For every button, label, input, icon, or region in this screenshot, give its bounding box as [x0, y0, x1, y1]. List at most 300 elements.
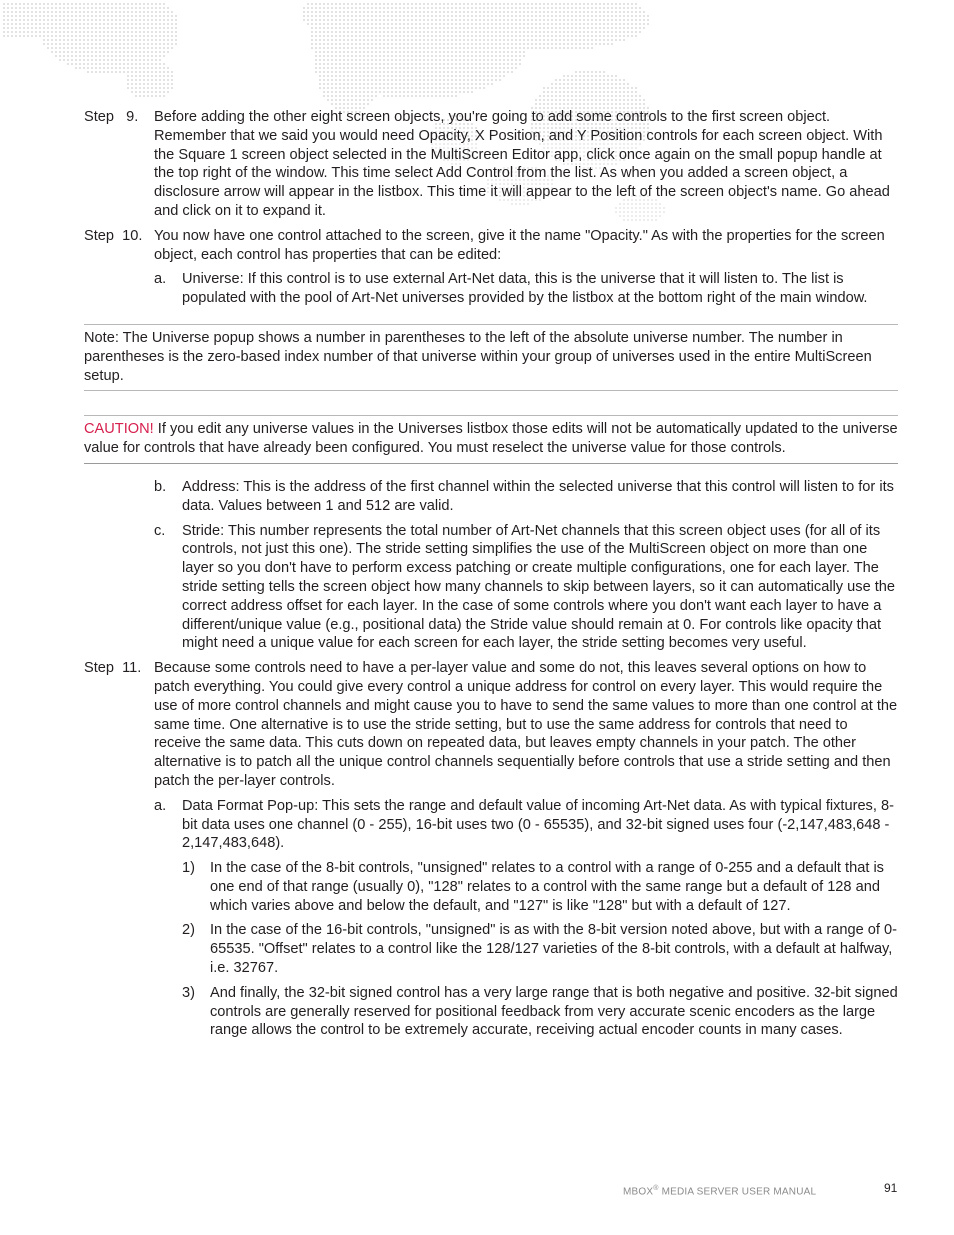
- map-dot: [455, 3, 457, 5]
- map-dot: [387, 51, 389, 53]
- map-dot: [435, 87, 437, 89]
- map-dot: [331, 19, 333, 21]
- map-dot: [619, 7, 621, 9]
- map-dot: [491, 51, 493, 53]
- map-dot: [599, 43, 601, 45]
- map-dot: [567, 95, 569, 97]
- map-dot: [359, 31, 361, 33]
- map-dot: [359, 47, 361, 49]
- map-dot: [119, 23, 121, 25]
- map-dot: [539, 39, 541, 41]
- map-dot: [587, 103, 589, 105]
- map-dot: [463, 87, 465, 89]
- map-dot: [579, 11, 581, 13]
- map-dot: [407, 7, 409, 9]
- map-dot: [467, 75, 469, 77]
- map-dot: [551, 31, 553, 33]
- map-dot: [547, 87, 549, 89]
- map-dot: [411, 3, 413, 5]
- map-dot: [99, 39, 101, 41]
- map-dot: [319, 15, 321, 17]
- map-dot: [619, 31, 621, 33]
- map-dot: [7, 31, 9, 33]
- map-dot: [439, 23, 441, 25]
- map-dot: [411, 23, 413, 25]
- map-dot: [71, 15, 73, 17]
- map-dot: [343, 3, 345, 5]
- map-dot: [435, 75, 437, 77]
- map-dot: [423, 15, 425, 17]
- map-dot: [447, 91, 449, 93]
- map-dot: [339, 27, 341, 29]
- map-dot: [599, 31, 601, 33]
- map-dot: [491, 15, 493, 17]
- map-dot: [527, 7, 529, 9]
- map-dot: [343, 67, 345, 69]
- map-dot: [615, 83, 617, 85]
- map-dot: [15, 35, 17, 37]
- map-dot: [359, 79, 361, 81]
- map-dot: [159, 3, 161, 5]
- map-dot: [539, 103, 541, 105]
- map-dot: [531, 43, 533, 45]
- map-dot: [447, 71, 449, 73]
- map-dot: [483, 15, 485, 17]
- map-dot: [363, 15, 365, 17]
- map-dot: [415, 35, 417, 37]
- map-dot: [415, 47, 417, 49]
- map-dot: [387, 95, 389, 97]
- map-dot: [499, 79, 501, 81]
- map-dot: [375, 59, 377, 61]
- map-dot: [11, 27, 13, 29]
- map-dot: [351, 95, 353, 97]
- map-dot: [355, 47, 357, 49]
- map-dot: [363, 27, 365, 29]
- address-description: : This is the address of the first channel within the selected universe that this control will listen to for its data. Values between 1 and 512 are valid.: [182, 478, 894, 514]
- map-dot: [147, 55, 149, 57]
- map-dot: [323, 27, 325, 29]
- map-dot: [123, 15, 125, 17]
- map-dot: [143, 15, 145, 17]
- map-dot: [339, 95, 341, 97]
- map-dot: [483, 59, 485, 61]
- map-dot: [327, 99, 329, 101]
- map-dot: [607, 83, 609, 85]
- map-dot: [451, 35, 453, 37]
- map-dot: [303, 11, 305, 13]
- map-dot: [119, 55, 121, 57]
- map-dot: [355, 19, 357, 21]
- map-dot: [87, 35, 89, 37]
- map-dot: [635, 99, 637, 101]
- map-dot: [379, 67, 381, 69]
- map-dot: [631, 19, 633, 21]
- map-dot: [619, 83, 621, 85]
- map-dot: [603, 3, 605, 5]
- map-dot: [615, 11, 617, 13]
- map-dot: [67, 15, 69, 17]
- map-dot: [587, 35, 589, 37]
- map-dot: [119, 51, 121, 53]
- map-dot: [19, 11, 21, 13]
- map-dot: [527, 23, 529, 25]
- map-dot: [503, 23, 505, 25]
- map-dot: [511, 71, 513, 73]
- map-dot: [427, 43, 429, 45]
- map-dot: [111, 55, 113, 57]
- map-dot: [555, 47, 557, 49]
- map-dot: [119, 63, 121, 65]
- map-dot: [155, 39, 157, 41]
- map-dot: [543, 27, 545, 29]
- map-dot: [347, 67, 349, 69]
- map-dot: [591, 95, 593, 97]
- map-dot: [599, 35, 601, 37]
- map-dot: [591, 71, 593, 73]
- map-dot: [27, 7, 29, 9]
- map-dot: [515, 55, 517, 57]
- map-dot: [131, 83, 133, 85]
- map-dot: [443, 19, 445, 21]
- map-dot: [139, 55, 141, 57]
- map-dot: [379, 35, 381, 37]
- map-dot: [403, 59, 405, 61]
- map-dot: [555, 39, 557, 41]
- map-dot: [155, 63, 157, 65]
- map-dot: [367, 39, 369, 41]
- map-dot: [39, 7, 41, 9]
- map-dot: [603, 87, 605, 89]
- map-dot: [431, 87, 433, 89]
- map-dot: [83, 3, 85, 5]
- map-dot: [415, 51, 417, 53]
- map-dot: [131, 7, 133, 9]
- map-dot: [55, 35, 57, 37]
- map-dot: [359, 59, 361, 61]
- map-dot: [91, 27, 93, 29]
- map-dot: [615, 91, 617, 93]
- map-dot: [431, 79, 433, 81]
- map-dot: [503, 11, 505, 13]
- map-dot: [551, 47, 553, 49]
- map-dot: [63, 35, 65, 37]
- map-dot: [167, 7, 169, 9]
- map-dot: [515, 59, 517, 61]
- footer-title-text: MEDIA SERVER USER MANUAL: [658, 1186, 817, 1198]
- map-dot: [515, 7, 517, 9]
- map-dot: [571, 83, 573, 85]
- map-dot: [375, 63, 377, 65]
- map-dot: [67, 39, 69, 41]
- map-dot: [95, 31, 97, 33]
- map-dot: [643, 27, 645, 29]
- map-dot: [387, 91, 389, 93]
- map-dot: [163, 39, 165, 41]
- map-dot: [363, 31, 365, 33]
- map-dot: [155, 23, 157, 25]
- map-dot: [159, 79, 161, 81]
- map-dot: [23, 7, 25, 9]
- map-dot: [327, 31, 329, 33]
- map-dot: [407, 3, 409, 5]
- map-dot: [467, 91, 469, 93]
- map-dot: [119, 27, 121, 29]
- map-dot: [315, 27, 317, 29]
- map-dot: [583, 83, 585, 85]
- data-format-item-3: [182, 984, 898, 1040]
- map-dot: [139, 15, 141, 17]
- map-dot: [523, 55, 525, 57]
- map-dot: [327, 43, 329, 45]
- map-dot: [631, 35, 633, 37]
- map-dot: [163, 79, 165, 81]
- map-dot: [167, 27, 169, 29]
- map-dot: [463, 27, 465, 29]
- map-dot: [155, 35, 157, 37]
- map-dot: [483, 19, 485, 21]
- map-dot: [111, 19, 113, 21]
- map-dot: [563, 91, 565, 93]
- map-dot: [579, 47, 581, 49]
- map-dot: [159, 87, 161, 89]
- map-dot: [475, 39, 477, 41]
- map-dot: [339, 79, 341, 81]
- map-dot: [519, 63, 521, 65]
- map-dot: [551, 91, 553, 93]
- map-dot: [123, 11, 125, 13]
- map-dot: [83, 15, 85, 17]
- map-dot: [499, 35, 501, 37]
- item-3-label: 3): [182, 984, 195, 1001]
- map-dot: [95, 39, 97, 41]
- map-dot: [91, 47, 93, 49]
- map-dot: [79, 15, 81, 17]
- map-dot: [351, 15, 353, 17]
- map-dot: [443, 87, 445, 89]
- map-dot: [99, 63, 101, 65]
- map-dot: [319, 31, 321, 33]
- map-dot: [39, 3, 41, 5]
- map-dot: [523, 7, 525, 9]
- map-dot: [495, 39, 497, 41]
- map-dot: [163, 83, 165, 85]
- map-dot: [627, 15, 629, 17]
- map-dot: [535, 15, 537, 17]
- map-dot: [387, 39, 389, 41]
- map-dot: [395, 95, 397, 97]
- map-dot: [459, 7, 461, 9]
- map-dot: [439, 51, 441, 53]
- map-dot: [139, 67, 141, 69]
- map-dot: [403, 19, 405, 21]
- map-dot: [379, 3, 381, 5]
- map-dot: [459, 39, 461, 41]
- map-dot: [95, 63, 97, 65]
- map-dot: [415, 31, 417, 33]
- map-dot: [383, 59, 385, 61]
- map-dot: [471, 63, 473, 65]
- map-dot: [47, 7, 49, 9]
- map-dot: [471, 31, 473, 33]
- map-dot: [623, 79, 625, 81]
- map-dot: [607, 91, 609, 93]
- map-dot: [79, 67, 81, 69]
- map-dot: [419, 19, 421, 21]
- map-dot: [111, 59, 113, 61]
- map-dot: [155, 27, 157, 29]
- map-dot: [495, 51, 497, 53]
- map-dot: [511, 31, 513, 33]
- map-dot: [587, 23, 589, 25]
- map-dot: [443, 15, 445, 17]
- map-dot: [79, 63, 81, 65]
- map-dot: [503, 71, 505, 73]
- map-dot: [119, 3, 121, 5]
- map-dot: [43, 43, 45, 45]
- map-dot: [3, 31, 5, 33]
- map-dot: [495, 7, 497, 9]
- map-dot: [615, 103, 617, 105]
- map-dot: [163, 43, 165, 45]
- map-dot: [575, 31, 577, 33]
- map-dot: [575, 79, 577, 81]
- map-dot: [603, 7, 605, 9]
- map-dot: [411, 43, 413, 45]
- map-dot: [427, 59, 429, 61]
- map-dot: [411, 83, 413, 85]
- map-dot: [583, 7, 585, 9]
- map-dot: [479, 55, 481, 57]
- map-dot: [535, 43, 537, 45]
- map-dot: [523, 51, 525, 53]
- map-dot: [75, 47, 77, 49]
- map-dot: [607, 27, 609, 29]
- map-dot: [583, 15, 585, 17]
- map-dot: [311, 15, 313, 17]
- map-dot: [567, 75, 569, 77]
- map-dot: [383, 91, 385, 93]
- map-dot: [391, 27, 393, 29]
- map-dot: [411, 47, 413, 49]
- map-dot: [375, 51, 377, 53]
- map-dot: [619, 99, 621, 101]
- map-dot: [3, 23, 5, 25]
- map-dot: [639, 11, 641, 13]
- map-dot: [111, 23, 113, 25]
- map-dot: [491, 23, 493, 25]
- data-format-description: : This sets the range and default value of incoming Art-Net data. As with typical fixtures, 8-bit data uses one channel (0 - 255), 16-bit uses two (0 - 65535), and 32-bit signed uses four (-2,147,483,648 - 2,147,483,648).: [182, 797, 894, 852]
- map-dot: [411, 35, 413, 37]
- map-dot: [51, 51, 53, 53]
- map-dot: [631, 95, 633, 97]
- map-dot: [447, 15, 449, 17]
- map-dot: [375, 19, 377, 21]
- map-dot: [95, 7, 97, 9]
- map-dot: [615, 95, 617, 97]
- map-dot: [543, 47, 545, 49]
- map-dot: [611, 35, 613, 37]
- map-dot: [395, 79, 397, 81]
- map-dot: [383, 83, 385, 85]
- map-dot: [607, 11, 609, 13]
- map-dot: [395, 3, 397, 5]
- map-dot: [583, 19, 585, 21]
- map-dot: [499, 43, 501, 45]
- map-dot: [87, 71, 89, 73]
- map-dot: [591, 75, 593, 77]
- map-dot: [491, 47, 493, 49]
- map-dot: [483, 11, 485, 13]
- map-dot: [379, 11, 381, 13]
- map-dot: [427, 71, 429, 73]
- map-dot: [359, 95, 361, 97]
- map-dot: [111, 11, 113, 13]
- map-dot: [39, 11, 41, 13]
- map-dot: [431, 43, 433, 45]
- map-dot: [355, 23, 357, 25]
- map-dot: [363, 75, 365, 77]
- map-dot: [371, 19, 373, 21]
- map-dot: [575, 71, 577, 73]
- map-dot: [75, 23, 77, 25]
- map-dot: [563, 7, 565, 9]
- map-dot: [547, 19, 549, 21]
- map-dot: [515, 63, 517, 65]
- map-dot: [343, 55, 345, 57]
- map-dot: [135, 63, 137, 65]
- map-dot: [607, 99, 609, 101]
- map-dot: [559, 99, 561, 101]
- map-dot: [551, 35, 553, 37]
- map-dot: [391, 47, 393, 49]
- map-dot: [167, 91, 169, 93]
- map-dot: [355, 79, 357, 81]
- map-dot: [367, 47, 369, 49]
- map-dot: [471, 67, 473, 69]
- map-dot: [599, 15, 601, 17]
- map-dot: [575, 91, 577, 93]
- map-dot: [79, 51, 81, 53]
- map-dot: [635, 3, 637, 5]
- map-dot: [107, 35, 109, 37]
- map-dot: [427, 91, 429, 93]
- map-dot: [535, 3, 537, 5]
- map-dot: [543, 95, 545, 97]
- map-dot: [499, 11, 501, 13]
- map-dot: [603, 95, 605, 97]
- map-dot: [463, 55, 465, 57]
- map-dot: [435, 35, 437, 37]
- map-dot: [139, 51, 141, 53]
- map-dot: [443, 31, 445, 33]
- map-dot: [335, 51, 337, 53]
- map-dot: [159, 47, 161, 49]
- map-dot: [471, 47, 473, 49]
- map-dot: [131, 19, 133, 21]
- map-dot: [475, 35, 477, 37]
- map-dot: [579, 79, 581, 81]
- map-dot: [423, 67, 425, 69]
- map-dot: [383, 15, 385, 17]
- map-dot: [399, 3, 401, 5]
- map-dot: [111, 43, 113, 45]
- map-dot: [455, 79, 457, 81]
- map-dot: [415, 63, 417, 65]
- map-dot: [167, 19, 169, 21]
- map-dot: [511, 15, 513, 17]
- map-dot: [571, 35, 573, 37]
